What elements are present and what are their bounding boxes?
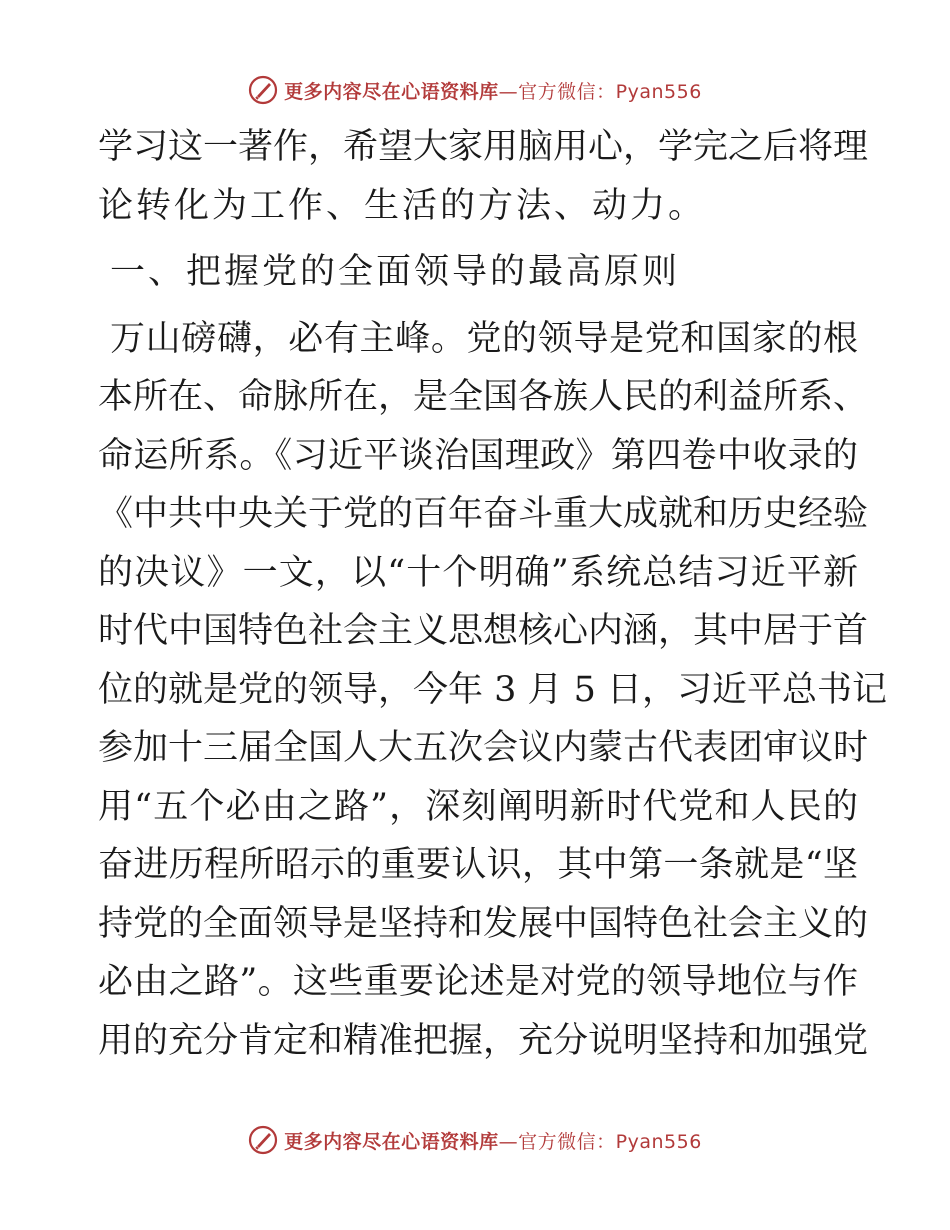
body-line-3: 命运所系。《习近平谈治国理政》第四卷中收录的	[98, 435, 858, 476]
body-line-8: 参加十三届全国人大五次会议内蒙古代表团审议时	[98, 728, 869, 768]
intro-line-1: 学习这一著作，希望大家用脑用心，学完之后将理	[98, 127, 869, 167]
header-site-name: 更多内容尽在心语资料库	[284, 80, 499, 103]
body-line-13: 用的充分肯定和精准把握，充分说明坚持和加强党	[98, 1020, 869, 1061]
header-banner-text	[284, 77, 702, 104]
footer-banner	[0, 1120, 950, 1160]
header-banner	[0, 70, 950, 110]
header-wechat-id: 官方微信：Pyan556	[518, 80, 702, 103]
body-line-11: 持党的全面领导是坚持和发展中国特色社会主义的	[98, 903, 869, 944]
document-body	[98, 118, 888, 1070]
body-line-10: 奋进历程所昭示的重要认识，其中第一条就是“坚	[98, 845, 858, 885]
body-line-9: 用“五个必由之路”，深刻阐明新时代党和人民的	[98, 786, 858, 827]
footer-banner-text	[284, 1127, 702, 1154]
body-line-1: 万山磅礴，必有主峰。党的领导是党和国家的根	[110, 318, 858, 359]
body-line-5: 的决议》一文，以“十个明确”系统总结习近平新	[98, 552, 858, 593]
header-separator: —	[498, 80, 519, 103]
body-line-2: 本所在、命脉所在，是全国各族人民的利益所系、	[98, 377, 869, 417]
body-line-6: 时代中国特色社会主义思想核心内涵，其中居于首	[98, 611, 869, 651]
body-line-7: 位的就是党的领导，今年 3 月 5 日，习近平总书记	[98, 669, 888, 710]
footer-separator: —	[498, 1130, 519, 1153]
body-line-12: 必由之路”。这些重要论述是对党的领导地位与作	[98, 962, 858, 1002]
footer-site-name: 更多内容尽在心语资料库	[284, 1130, 499, 1153]
intro-line-2: 论转化为工作、生活的方法、动力。	[98, 185, 707, 226]
quill-logo-icon	[248, 75, 278, 105]
section-heading: 一、把握党的全面领导的最高原则	[110, 252, 681, 292]
quill-logo-icon	[248, 1125, 278, 1155]
body-line-4: 《中共中央关于党的百年奋斗重大成就和历史经验	[98, 494, 869, 534]
footer-wechat-id: 官方微信：Pyan556	[518, 1130, 702, 1153]
